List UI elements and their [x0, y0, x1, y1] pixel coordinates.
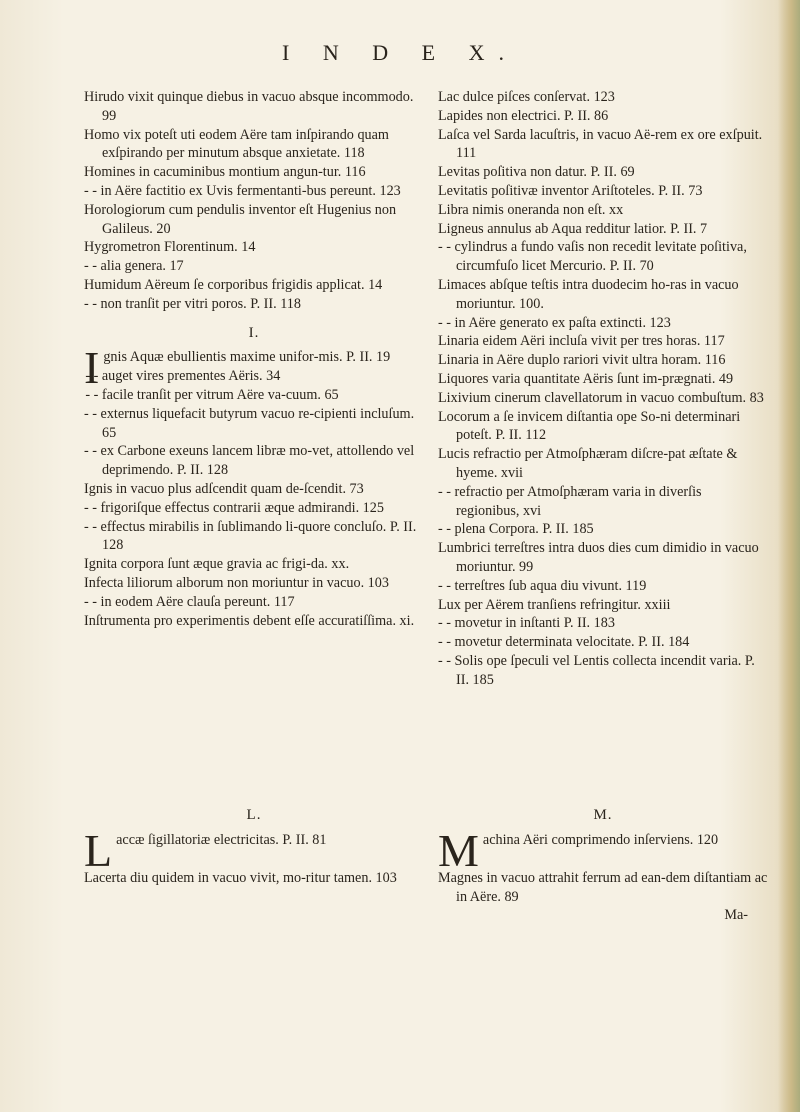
index-entry: Limaces abſque teſtis intra duodecim ho‑ras in vacuo moriuntur. 100.: [438, 276, 739, 312]
index-entry: Linaria eidem Aëri incluſa vivit per tres horas. 117: [438, 333, 725, 350]
index-entry: - - movetur determinata velocitate. P. II. 184: [438, 634, 690, 651]
right-entries: [438, 88, 768, 690]
index-entry: Levitas poſitiva non datur. P. II. 69: [438, 164, 635, 181]
index-entry: Hirudo vixit quinque diebus in vacuo absque incommodo. 99: [84, 89, 414, 124]
section-l-first-text: accæ ſigillatoriæ electricitas. P. II. 81: [116, 831, 327, 848]
index-entry: Levitatis poſitivæ inventor Ariſtoteles. P. II. 73: [438, 182, 703, 199]
index-entry: Lucis refractio per Atmoſphæram diſcre‑pat æſtate & hyeme. xvii: [438, 446, 738, 481]
index-entry: Lac dulce piſces conſervat. 123: [438, 89, 615, 105]
index-entry: Infecta liliorum alborum non moriuntur in vacuo. 103: [84, 574, 389, 591]
section-m-entries: [438, 869, 768, 907]
section-l-entries: [84, 869, 424, 888]
section-m-block: [438, 796, 768, 925]
left-column: [84, 88, 424, 630]
index-entry: Horologiorum cum pendulis inventor eſt Hugenius non Galileus. 20: [84, 201, 397, 237]
index-entry: - - in Aëre generato ex paſta extincti. 123: [438, 314, 671, 331]
index-entry: Humidum Aëreum ſe corporibus frigidis applicat. 14: [84, 276, 383, 293]
section-m-first-entry: [438, 824, 768, 876]
index-entry: - - non tranſit per vitri poros. P. II. 118: [84, 295, 301, 312]
index-entry: Lapides non electrici. P. II. 86: [438, 107, 609, 124]
index-entry: Ignis in vacuo plus adſcendit quam de‑ſcendit. 73: [84, 480, 364, 497]
right-column: [438, 88, 768, 690]
index-entry: - - facile tranſit per vitrum Aëre va‑cuum. 65: [85, 386, 339, 403]
index-entry: Liquores varia quantitate Aëris ſunt im‑prægnati. 49: [438, 370, 734, 387]
section-heading-m: M.: [593, 807, 613, 823]
dropcap-l: L: [84, 824, 113, 876]
index-entry: Ignita corpora ſunt æque gravia ac frigi‑da. xx.: [84, 556, 350, 573]
index-entry: - - Solis ope ſpeculi vel Lentis collecta incendit varia. P. II. 185: [438, 652, 755, 688]
index-entry: - - auget vires prementes Aëris. 34: [85, 368, 281, 385]
section-i-first-text: gnis Aquæ ebullientis maxime unifor‑mis. P. II. 19: [103, 349, 391, 366]
section-m-first-text: achina Aëri comprimendo inſerviens. 120: [482, 831, 719, 848]
index-entry: Hygrometron Florentinum. 14: [84, 239, 256, 256]
section-heading-i: I.: [248, 324, 260, 341]
index-entry: Ligneus annulus ab Aqua redditur latior. P. II. 7: [438, 220, 708, 237]
index-entry: Lux per Aërem tranſiens refringitur. xxiii: [438, 596, 671, 613]
index-entry: - - in Aëre factitio ex Uvis fermentanti‑bus pereunt. 123: [84, 182, 401, 199]
index-entry: - - frigoriſque effectus contrarii æque admirandi. 125: [84, 499, 384, 516]
index-entry: - - alia genera. 17: [84, 258, 184, 275]
index-entry: Laſca vel Sarda lacuſtris, in vacuo Aë‑rem ex ore exſpuit. 111: [438, 126, 763, 162]
index-entry: Homines in cacuminibus montium angun‑tur. 116: [84, 164, 366, 181]
dropcap-m: M: [438, 824, 479, 876]
index-entry: Magnes in vacuo attrahit ferrum ad ean‑dem diſtantiam ac in Aëre. 89: [438, 869, 768, 905]
index-entry: Lixivium cinerum clavellatorum in vacuo combuſtum. 83: [438, 389, 764, 406]
catchword: Ma-: [724, 907, 748, 924]
index-entry: Homo vix poteſt uti eodem Aëre tam inſpirando quam exſpirando per minutum absque anxietate. 118: [84, 126, 389, 162]
index-entry: - - movetur in inſtanti P. II. 183: [438, 615, 615, 632]
index-entry: Libra nimis oneranda non eſt. xx: [438, 201, 624, 218]
index-entry: - - in eodem Aëre clauſa pereunt. 117: [84, 593, 295, 610]
section-heading-l: L.: [246, 807, 262, 823]
index-entry: - - externus liquefacit butyrum vacuo re‑cipienti incluſum. 65: [84, 405, 415, 441]
index-entry: Lacerta diu quidem in vacuo vivit, mo‑ritur tamen. 103: [84, 869, 397, 886]
index-entry: Lumbrici terreſtres intra duos dies cum dimidio in vacuo moriuntur. 99: [438, 540, 759, 575]
page-header: I N D E X.: [282, 40, 518, 65]
index-entry: - - ex Carbone exeuns lancem libræ mo‑vet, attollendo vel deprimendo. P. II. 128: [84, 443, 415, 479]
page-edge-stain: [778, 0, 800, 1112]
index-entry: Locorum a ſe invicem diſtantia ope So‑ni determinari poteſt. P. II. 112: [438, 408, 741, 444]
index-entry: Inſtrumenta pro experimentis debent eſſe accuratiſſima. xi.: [84, 612, 415, 629]
index-entry: Linaria in Aëre duplo rariori vivit ultra horam. 116: [438, 352, 726, 369]
section-l-block: [84, 796, 424, 888]
section-l-first-entry: [84, 824, 424, 876]
index-entry: - - cylindrus a fundo vaſis non recedit levitate poſitiva, circumfuſo licet Mercurio. P. II. 70: [438, 239, 747, 275]
left-entries: [84, 88, 424, 314]
dropcap-i: I: [84, 342, 100, 394]
index-entry: - - refractio per Atmoſphæram varia in diverſis regionibus, xvi: [438, 483, 702, 519]
index-entry: - - terreſtres ſub aqua diu vivunt. 119: [438, 577, 647, 594]
section-i-entries: [84, 367, 424, 630]
index-entry: - - effectus mirabilis in ſublimando li‑quore concluſo. P. II. 128: [84, 518, 417, 554]
index-entry: - - plena Corpora. P. II. 185: [438, 521, 594, 538]
